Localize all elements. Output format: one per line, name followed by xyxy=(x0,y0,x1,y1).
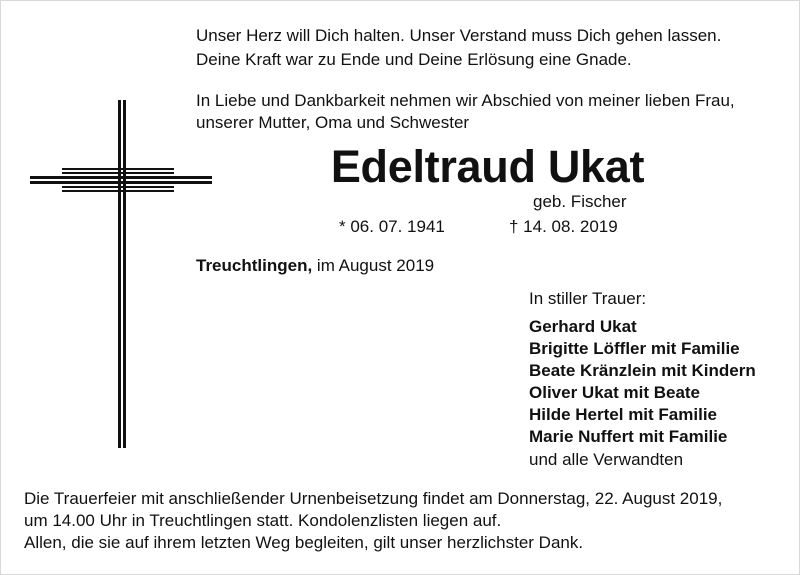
mourners-closing: und alle Verwandten xyxy=(529,450,684,469)
footer-line-1: Die Trauerfeier mit anschließender Urnenbeisetzung findet am Donnerstag, 22. August 2019, xyxy=(24,489,723,508)
mourner-name: Brigitte Löffler mit Familie xyxy=(529,339,740,358)
place: Treuchtlingen, xyxy=(196,256,313,275)
intro-line-2: unserer Mutter, Oma und Schwester xyxy=(196,113,470,132)
date: im August 2019 xyxy=(312,256,435,275)
footer-line-2: um 14.00 Uhr in Treuchtlingen statt. Kondolenzlisten liegen auf. xyxy=(24,511,502,530)
birth-date: * 06. 07. 1941 xyxy=(339,217,445,236)
place-date xyxy=(196,255,434,276)
motto-line-2: Deine Kraft war zu Ende und Deine Erlösung eine Gnade. xyxy=(196,50,632,69)
mourners-heading: In stiller Trauer: xyxy=(529,289,647,308)
mourner-name: Gerhard Ukat xyxy=(529,317,637,336)
death-date: † 14. 08. 2019 xyxy=(509,217,618,236)
deceased-name: Edeltraud Ukat xyxy=(330,141,645,192)
mourner-name: Hilde Hertel mit Familie xyxy=(529,405,717,424)
motto-line-1: Unser Herz will Dich halten. Unser Verstand muss Dich gehen lassen. xyxy=(196,26,722,45)
birth-name: geb. Fischer xyxy=(533,192,627,211)
mourner-name: Oliver Ukat mit Beate xyxy=(529,383,701,402)
footer-line-3: Allen, die sie auf ihrem letzten Weg begleiten, gilt unser herzlichster Dank. xyxy=(24,533,584,552)
mourner-name: Beate Kränzlein mit Kindern xyxy=(529,361,756,380)
intro-line-1: In Liebe und Dankbarkeit nehmen wir Abschied von meiner lieben Frau, xyxy=(196,91,735,110)
mourner-name: Marie Nuffert mit Familie xyxy=(529,427,728,446)
